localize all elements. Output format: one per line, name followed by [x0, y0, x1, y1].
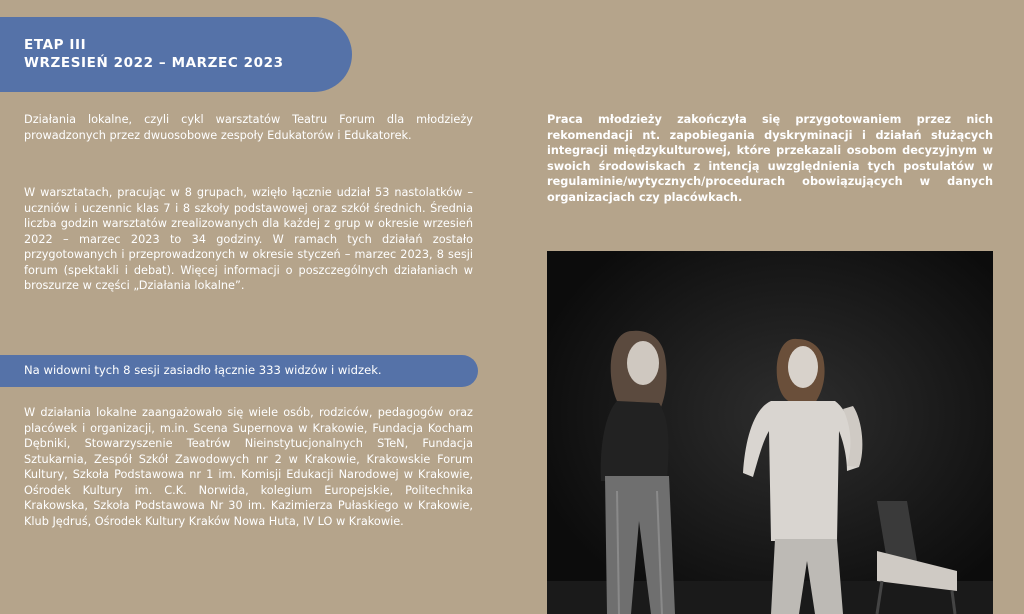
workshops-paragraph: W warsztatach, pracując w 8 grupach, wzięło łącznie udział 53 nastolatków – uczniów i uczennic klas 7 i 8 szkoły podstawowej oraz szkół średnich. Średnia liczba godzin warsztatów zrealizowanych dla każdej z grup w okresie wrzesień 2022 – marzec 2023 to 34 godziny. W ramach tych działań zostało przygotowanych i przeprowadzonych w okresie styczeń – marzec 2023, 8 sesji forum (spektakli i debat). Więcej informacji o poszczególnych działaniach w broszurze w części „Działania lokalne”. — [24, 186, 473, 292]
header-banner — [0, 17, 352, 92]
stage-title: ETAP III — [24, 37, 87, 53]
period-title: WRZESIEŃ 2022 – MARZEC 2023 — [24, 55, 284, 71]
partners-paragraph: W działania lokalne zaangażowało się wiele osób, rodziców, pedagogów oraz placówek i organizacji, m.in. Scena Supernova w Krakowie, Fundacja Kocham Dębniki, Stowarzyszenie Teatrów Nieinstytucjonalnych STeN, Fundacja Sztukarnia, Zespół Szkół Zawodowych nr 2 w Krakowie, Krakowskie Forum Kultury, Szkoła Podstawowa nr 1 im. Komisji Edukacji Narodowej w Krakowie, Ośrodek Kultury im. C.K. Norwida, kolegium Europejskie, Politechnika Krakowska, Szkoła Podstawowa Nr 30 im. Kazimierza Pułaskiego w Krakowie, Klub Jędruś, Ośrodek Kultury Kraków Nowa Huta, IV LO w Krakowie. — [24, 406, 473, 528]
recommendations-paragraph: Praca młodzieży zakończyła się przygotowaniem przez nich rekomendacji nt. zapobiegania dyskryminacji i działań służących integracji międzykulturowej, które przekazali osobom decyzyjnym w swoich środowiskach z intencją uwzględnienia tych postulatów w regulaminie/wytycznych/procedurach obowiązujących w danych organizacjach czy placówkach. — [547, 113, 993, 204]
theatre-photo-illustration — [547, 251, 993, 614]
intro-paragraph: Działania lokalne, czyli cykl warsztatów Teatru Forum dla młodzieży prowadzonych przez dwuosobowe zespoły Edukatorów i Edukatorek. — [24, 113, 473, 142]
audience-highlight-text: Na widowni tych 8 sesji zasiadło łącznie 333 widzów i widzek. — [24, 363, 382, 377]
theatre-photo — [547, 251, 993, 614]
audience-highlight-banner — [0, 355, 478, 387]
